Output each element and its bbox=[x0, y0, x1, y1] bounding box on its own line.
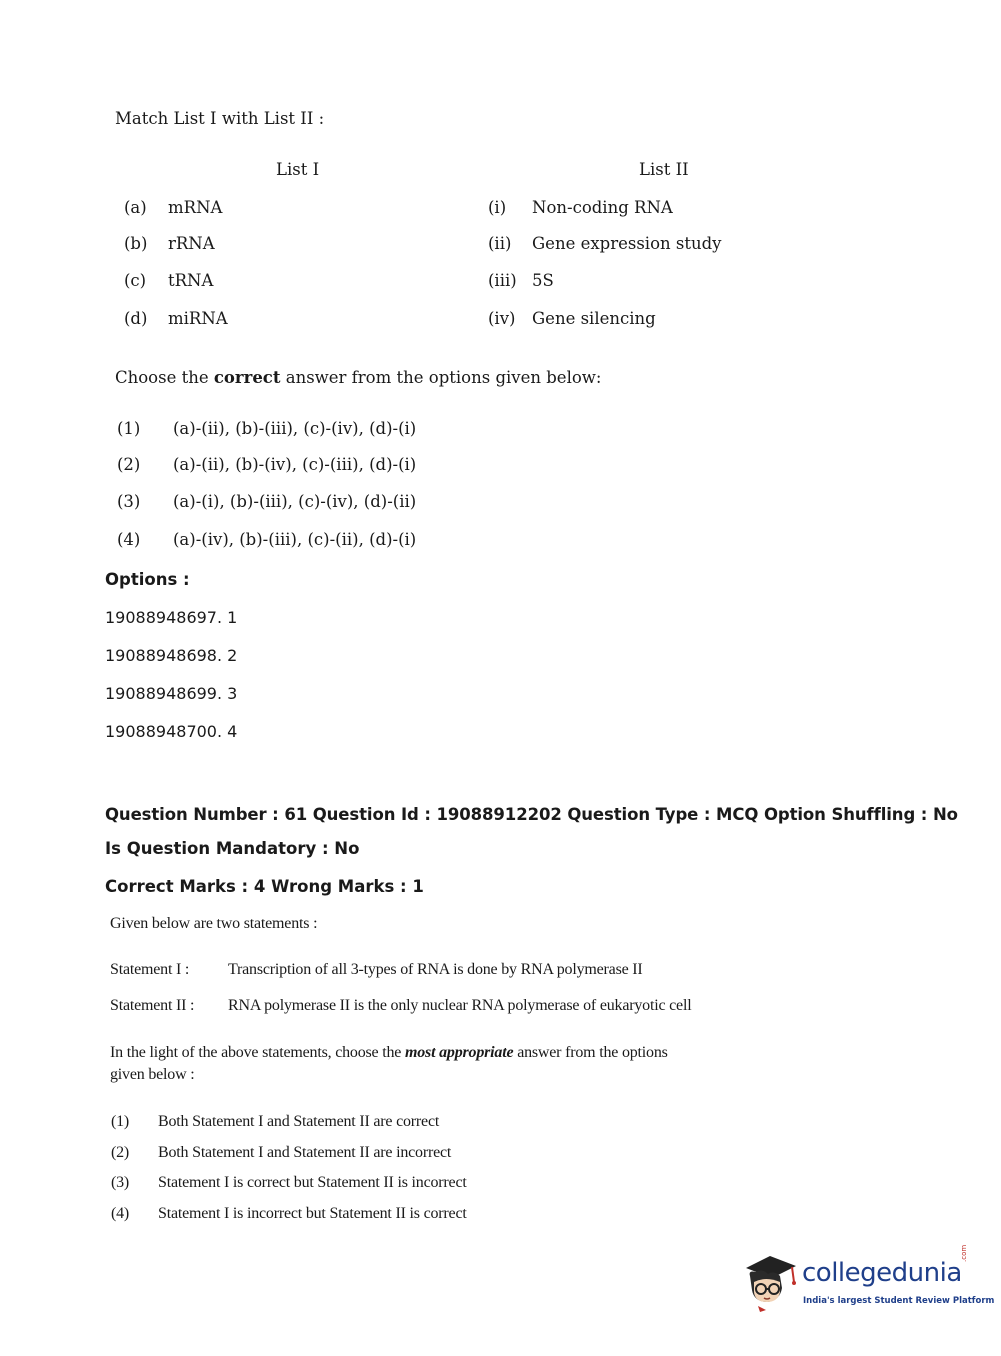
option-item: 19088948699. 3 bbox=[105, 684, 238, 703]
option-item: 19088948697. 1 bbox=[105, 608, 238, 627]
question-marks: Correct Marks : 4 Wrong Marks : 1 bbox=[105, 877, 424, 896]
brand-name: collegedunia bbox=[802, 1258, 962, 1288]
choice-text: Statement I is incorrect but Statement II is correct bbox=[158, 1205, 467, 1222]
q2-intro: Given below are two statements : bbox=[110, 915, 318, 932]
choice-number: (3) bbox=[117, 492, 141, 511]
choice-number: (4) bbox=[111, 1205, 130, 1222]
question-meta-line: Question Number : 61 Question Id : 19088912202 Question Type : MCQ Option Shuffling : No bbox=[105, 805, 958, 824]
list2-key: (iii) bbox=[488, 271, 517, 290]
options-label: Options : bbox=[105, 570, 190, 589]
list2-key: (i) bbox=[488, 198, 507, 217]
brand-tagline: India's largest Student Review Platform bbox=[803, 1296, 995, 1306]
list2-item: Non-coding RNA bbox=[532, 198, 673, 217]
collegedunia-logo[interactable] bbox=[740, 1244, 995, 1318]
choice-text: (a)-(i), (b)-(iii), (c)-(iv), (d)-(ii) bbox=[173, 492, 417, 511]
mascot-graduation-cap-icon bbox=[740, 1248, 802, 1314]
list1-key: (b) bbox=[124, 234, 148, 253]
choice-text: Statement I is correct but Statement II is incorrect bbox=[158, 1174, 467, 1191]
list1-key: (a) bbox=[124, 198, 147, 217]
list1-item: mRNA bbox=[168, 198, 223, 217]
list2-item: Gene silencing bbox=[532, 309, 656, 328]
choice-text: (a)-(ii), (b)-(iii), (c)-(iv), (d)-(i) bbox=[173, 419, 417, 438]
option-item: 19088948700. 4 bbox=[105, 722, 238, 741]
list2-header: List II bbox=[639, 160, 689, 179]
q2-instruction: In the light of the above statements, choose the most appropriate answer from the options bbox=[110, 1044, 668, 1061]
choice-text: (a)-(ii), (b)-(iv), (c)-(iii), (d)-(i) bbox=[173, 455, 417, 474]
list1-key: (c) bbox=[124, 271, 147, 290]
statement-label: Statement II : bbox=[110, 997, 195, 1014]
list2-key: (ii) bbox=[488, 234, 512, 253]
choice-number: (1) bbox=[111, 1113, 130, 1130]
option-item: 19088948698. 2 bbox=[105, 646, 238, 665]
statement-text: Transcription of all 3-types of RNA is done by RNA polymerase II bbox=[228, 961, 643, 978]
statement-label: Statement I : bbox=[110, 961, 190, 978]
choice-text: Both Statement I and Statement II are correct bbox=[158, 1113, 440, 1130]
choice-number: (3) bbox=[111, 1174, 130, 1191]
choice-number: (2) bbox=[111, 1144, 130, 1161]
list2-item: 5S bbox=[532, 271, 554, 290]
statement-text: RNA polymerase II is the only nuclear RNA polymerase of eukaryotic cell bbox=[228, 997, 692, 1014]
list1-item: tRNA bbox=[168, 271, 214, 290]
brand-tld: .com bbox=[960, 1244, 968, 1262]
choice-number: (4) bbox=[117, 530, 141, 549]
q2-instruction-line2: given below : bbox=[110, 1066, 195, 1083]
question-mandatory: Is Question Mandatory : No bbox=[105, 839, 360, 858]
list1-key: (d) bbox=[124, 309, 148, 328]
list2-key: (iv) bbox=[488, 309, 516, 328]
list1-item: miRNA bbox=[168, 309, 228, 328]
list1-item: rRNA bbox=[168, 234, 215, 253]
choice-number: (1) bbox=[117, 419, 141, 438]
list1-header: List I bbox=[276, 160, 320, 179]
choice-number: (2) bbox=[117, 455, 141, 474]
q1-choose-instruction: Choose the correct answer from the options given below: bbox=[115, 368, 602, 387]
q1-intro: Match List I with List II : bbox=[115, 109, 325, 128]
choice-text: Both Statement I and Statement II are incorrect bbox=[158, 1144, 452, 1161]
choice-text: (a)-(iv), (b)-(iii), (c)-(ii), (d)-(i) bbox=[173, 530, 417, 549]
list2-item: Gene expression study bbox=[532, 234, 722, 253]
